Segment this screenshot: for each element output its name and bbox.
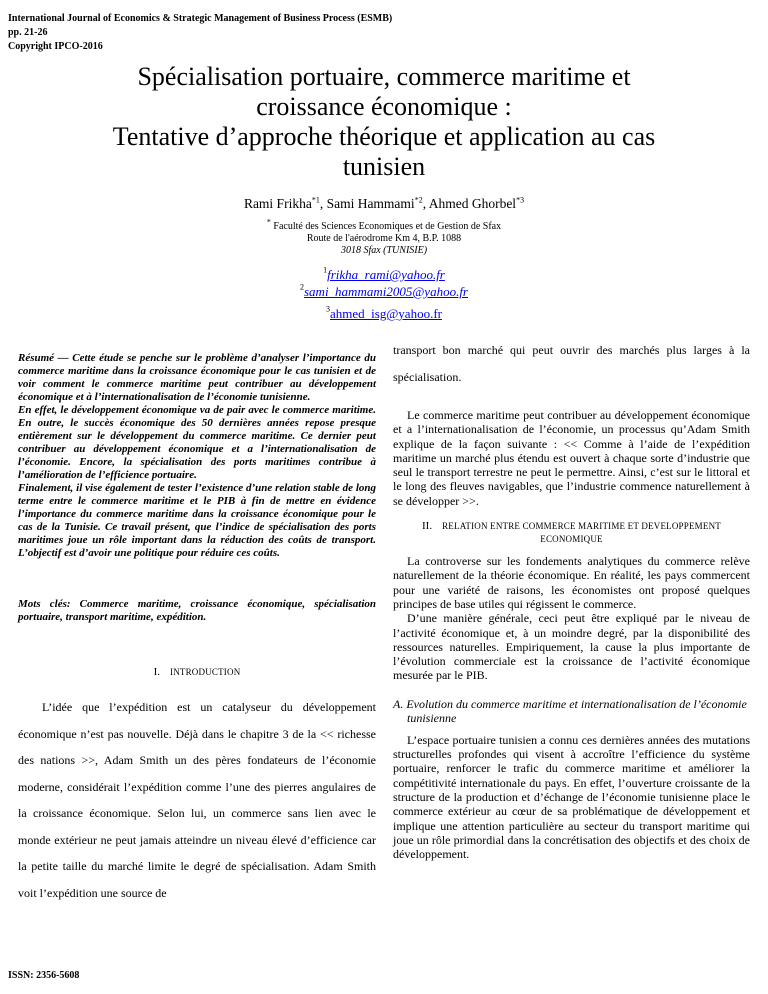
section-number: II. <box>422 520 433 533</box>
subsection-title: Evolution du commerce maritime et internationalisation de l’économie tunisienne <box>406 696 747 725</box>
author-name: Rami Frikha <box>243 196 312 211</box>
section-title: ECONOMIQUE <box>540 534 603 545</box>
email-link[interactable]: ahmed_isg@yahoo.fr <box>330 306 442 321</box>
issn-footer: ISSN: 2356-5608 <box>8 970 80 981</box>
email-link[interactable]: sami_hammami2005@yahoo.fr <box>304 284 468 299</box>
author-name: Ahmed Ghorbel <box>428 196 517 211</box>
author-name: Sami Hammami <box>326 196 415 211</box>
abstract-paragraph: Finalement, il vise également de tester l’existence d’une relation stable de long terme entre le commerce maritime et le PIB à fin de mettre en évidence l’importance du commerce maritime dans la croissance économique pour le cas de la Tunisie. Ce travail présent, que l’indice de spécialisation des ports maritimes joue un rôle important dans la réduction des coûts de transport. L’objectif est d’avoir une politique pour réduire ces coûts. <box>18 482 376 559</box>
email-link[interactable]: frikha_rami@yahoo.fr <box>327 267 445 282</box>
title-line: tunisien <box>342 152 426 181</box>
section-heading <box>18 666 376 678</box>
right-column <box>393 337 750 861</box>
body-paragraph: La controverse sur les fondements analytiques du commerce relève naturellement de la théorie économique. En réalité, les pays commercent pour une variété de raisons, les économistes ont proposé quelques principes de base utiles qui régissent le commerce. <box>393 554 750 611</box>
affiliation-line: 3018 Sfax (TUNISIE) <box>340 245 428 256</box>
email-sup: 3 <box>326 304 330 314</box>
email-3[interactable] <box>0 305 768 323</box>
author-sup: *2 <box>414 195 423 205</box>
author-sup: *3 <box>516 195 525 205</box>
abstract-paragraph: Résumé — Cette étude se penche sur le problème d’analyser l’importance du commerce maritime dans la croissance économique pour le cas tunisien et de voir comment le commerce maritime peut contribuer au développement économique et à l’internationalisation de l’économie tunisienne. <box>18 352 376 403</box>
body-paragraph: D’une manière générale, ceci peut être expliqué par le niveau de l’activité économique et, à un moindre degré, par la disponibilité des ressources naturelles. Empiriquement, la cause la plus importante de l’évolution commerciale est la croissance de l’activité économique mesurée par le PIB. <box>393 611 750 683</box>
affiliation-line: Faculté des Sciences Economiques et de Gestion de Sfax <box>273 221 502 232</box>
body-paragraph: L’espace portuaire tunisien a connu ces dernières années des mutations structurelles profondes qui visent à accroître l’efficience du système portuaire, renforcer le trafic du commerce maritime et améliorer la compétitivité internationale du pays. En effet, l’ouverture croissante de la structure de la production et d’échange de l’économie tunisienne place le commerce extérieur au cœur de sa problématique de développement et implique une attention particulière au secteur du transport maritime qui joue un rôle primordial dans la concrétisation des objectifs et des choix de développement. <box>393 732 750 862</box>
affiliation <box>0 217 768 257</box>
email-2[interactable] <box>0 283 768 301</box>
email-1[interactable] <box>0 266 768 284</box>
abstract <box>18 352 376 560</box>
section-title: RELATION ENTRE COMMERCE MARITIME ET DEVELOPPEMENT <box>442 521 721 532</box>
body-paragraph: transport bon marché qui peut ouvrir des marchés plus larges à la spécialisation. <box>393 343 750 384</box>
journal-header: International Journal of Economics & Strategic Management of Business Process (ESMB) <box>8 13 393 24</box>
email-sup: 1 <box>323 265 328 275</box>
subsection-heading <box>393 697 750 725</box>
abstract-paragraph: En effet, le développement économique va de pair avec le commerce maritime. En outre, le succès économique des 50 dernières années repose presque entièrement sur le développement du commerce maritime. Ce dernier peut contribuer au développement économique et a l’internationalisation de l’économie. Encore, la spécialisation des ports maritimes contribue à l’amélioration de l’efficience portuaire. <box>18 404 376 481</box>
author-sup: *1 <box>311 195 320 205</box>
left-column <box>18 340 376 906</box>
paper-title <box>20 62 748 182</box>
title-line: Tentative d’approche théorique et application au cas <box>112 122 656 151</box>
section-title: INTRODUCTION <box>170 667 241 677</box>
copyright: Copyright IPCO-2016 <box>8 41 103 52</box>
author-list: Rami Frikha$^{*1}$, Sami Hammami$^{*2}$, Ahmed Ghorbel$^{*3}$ <box>243 195 525 211</box>
subsection-label: A. <box>393 696 404 711</box>
keywords: Mots clés: Commerce maritime, croissance économique, spécialisation portuaire, transport maritime, expédition. <box>18 598 376 623</box>
title-line: croissance économique : <box>256 92 512 121</box>
affiliation-marker: * <box>266 217 271 227</box>
body-paragraph: L’idée que l’expédition est un catalyseur du développement économique n’est pas nouvelle. Déjà dans le chapitre 3 de la << richesse des nations >>, Adam Smith un des pères fondateurs de l’économie moderne, considérait l’expédition comme l’une des pierres angulaires de la croissance économique. Selon lui, un commerce sans lien avec le monde extérieur ne peut jamais atteindre un niveau élevé d’efficience car la petite taille du marché limite le degré de spécialisation. Adam Smith voit l’expédition une source de <box>18 700 376 900</box>
section-number: I. <box>153 666 160 678</box>
title-line: Spécialisation portuaire, commerce maritime et <box>137 62 631 91</box>
body-paragraph: Le commerce maritime peut contribuer au développement économique et a l’internationalisation de l’économie, un processus qu’Adam Smith explique de la façon suivante : << Comme à l’aide de l’expédition maritime un marché plus étendu est ouvert à chaque sorte d’industrie que seul le transport terrestre ne peut le permettre. Ainsi, c’est sur le littoral et le long des fleuves navigables, que l’industrie commence naturellement à se développer >>. <box>393 408 750 508</box>
affiliation-line: Route de l'aérodrome Km 4, B.P. 1088 <box>306 233 462 244</box>
email-sup: 2 <box>300 282 304 292</box>
section-heading <box>393 520 750 546</box>
page-range: pp. 21-26 <box>8 27 48 38</box>
